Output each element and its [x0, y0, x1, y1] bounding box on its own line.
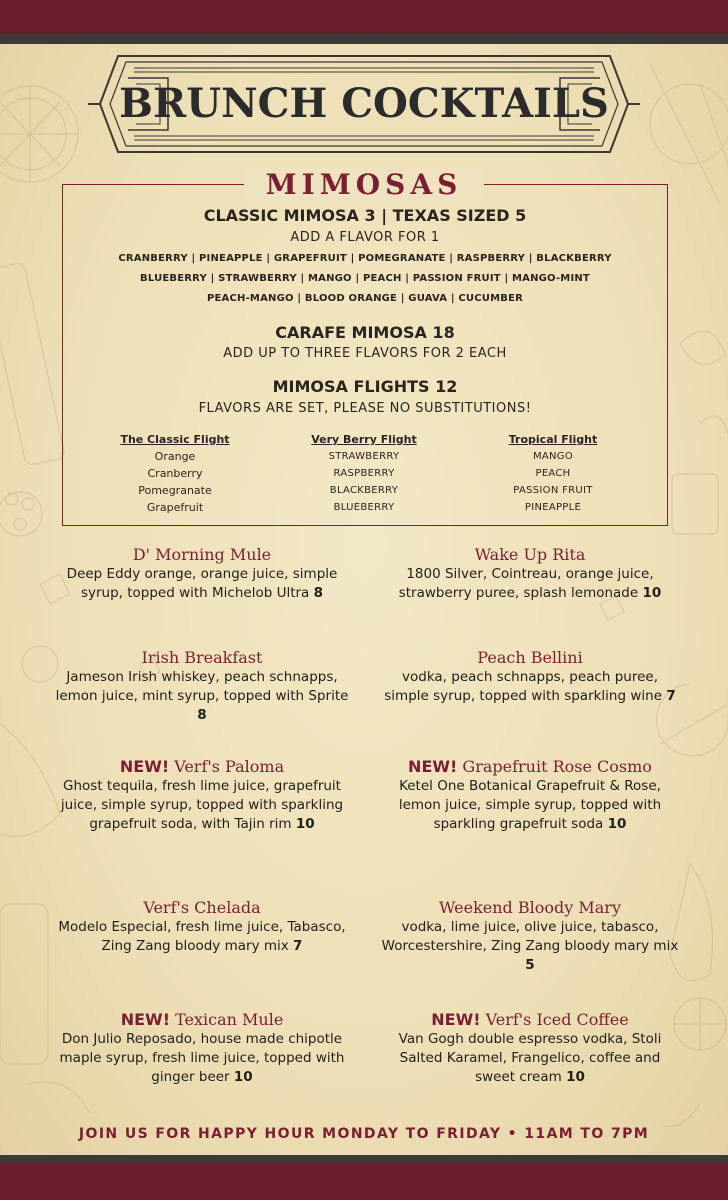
new-badge: NEW!: [408, 757, 458, 776]
new-badge: NEW!: [120, 1010, 170, 1029]
drink-description: Don Julio Reposado, house made chipotle maple syrup, fresh lime juice, topped with ginger beer 10: [59, 1031, 345, 1085]
flight-item: Cranberry: [147, 467, 203, 480]
bottom-bar: [0, 1164, 728, 1200]
top-bar: [0, 0, 728, 34]
drink-description: Ghost tequila, fresh lime juice, grapefruit juice, simple syrup, topped with sparkling grapefruit soda, with Tajin rim 10: [60, 778, 344, 832]
flight-item: Orange: [154, 450, 196, 463]
top-stripe: [0, 34, 728, 44]
drink-price: 10: [295, 816, 315, 832]
drink-irish-breakfast: [52, 648, 352, 725]
classic-mimosa-line: CLASSIC MIMOSA 3 | TEXAS SIZED 5: [203, 206, 527, 225]
drink-verfs-paloma: [52, 757, 352, 834]
flight-item: PASSION FRUIT: [513, 485, 593, 496]
flight-title: The Classic Flight: [120, 433, 230, 446]
title-banner: [88, 54, 640, 154]
flight-item: PINEAPPLE: [524, 502, 582, 513]
drink-price: 10: [233, 1069, 253, 1085]
drink-price: 10: [607, 816, 627, 832]
drink-grapefruit-rose-cosmo: [380, 757, 680, 834]
drink-name: Irish Breakfast: [141, 648, 263, 667]
drink-name: Wake Up Rita: [474, 545, 586, 564]
flavor-list-line-2: BLUEBERRY | STRAWBERRY | MANGO | PEACH | PASSION FRUIT | MANGO-MINT: [140, 273, 590, 284]
flight-item: RASPBERRY: [333, 468, 395, 479]
drink-price: 8: [313, 585, 324, 601]
drink-description: vodka, peach schnapps, peach puree, simple syrup, topped with sparkling wine 7: [384, 669, 676, 704]
drink-wake-up-rita: [380, 545, 680, 603]
drink-description: Ketel One Botanical Grapefruit & Rose, lemon juice, simple syrup, topped with sparkling grapefruit soda 10: [398, 778, 662, 832]
drink-price: 8: [197, 707, 207, 723]
drink-price: 10: [642, 585, 662, 601]
drink-weekend-bloody-mary: [380, 898, 680, 975]
drink-name: NEW! Grapefruit Rose Cosmo: [408, 757, 652, 776]
carafe-note: ADD UP TO THREE FLAVORS FOR 2 EACH: [223, 346, 507, 361]
flight-tropical: [463, 432, 643, 516]
drink-d-morning-mule: [52, 545, 352, 603]
drink-price: 5: [525, 957, 535, 973]
drink-description: vodka, lime juice, olive juice, tabasco, Worcestershire, Zing Zang bloody mary mix 5: [381, 919, 679, 973]
flavor-list-line-3: PEACH-MANGO | BLOOD ORANGE | GUAVA | CUCUMBER: [206, 293, 524, 304]
flight-title: Tropical Flight: [508, 433, 598, 446]
drink-texican-mule: [52, 1010, 352, 1087]
new-badge: NEW!: [119, 757, 170, 776]
mimosa-heading: MIMOSAS: [244, 166, 484, 204]
flights-note: FLAVORS ARE SET, PLEASE NO SUBSTITUTIONS!: [198, 401, 532, 416]
drink-description: Van Gogh double espresso vodka, Stoli Salted Karamel, Frangelico, coffee and sweet cream 10: [398, 1031, 662, 1085]
flight-very-berry: [274, 432, 454, 516]
drink-verfs-iced-coffee: [380, 1010, 680, 1087]
drink-description: 1800 Silver, Cointreau, orange juice, strawberry puree, splash lemonade 10: [398, 566, 662, 601]
bottom-stripe: [0, 1155, 728, 1164]
carafe-mimosa-line: CARAFE MIMOSA 18: [275, 323, 455, 342]
flight-title: Very Berry Flight: [311, 433, 417, 446]
flavor-addon-note: ADD A FLAVOR FOR 1: [290, 230, 440, 245]
flight-classic: [85, 432, 265, 516]
flight-item: STRAWBERRY: [328, 451, 400, 462]
drink-name: D' Morning Mule: [132, 545, 272, 564]
drink-description: Modelo Especial, fresh lime juice, Tabasco, Zing Zang bloody mary mix 7: [58, 919, 346, 954]
drink-price: 7: [666, 688, 676, 704]
flight-item: Pomegranate: [138, 484, 212, 497]
drink-peach-bellini: [380, 648, 680, 706]
flight-item: BLACKBERRY: [329, 485, 399, 496]
new-badge: NEW!: [431, 1010, 481, 1029]
drink-verfs-chelada: [52, 898, 352, 956]
drink-name: NEW! Verf's Paloma: [119, 757, 285, 776]
happy-hour-footer: JOIN US FOR HAPPY HOUR MONDAY TO FRIDAY • 11AM TO 7PM: [78, 1126, 650, 1142]
drink-price: 7: [293, 938, 303, 954]
drink-name: NEW! Verf's Iced Coffee: [431, 1010, 629, 1029]
flight-item: PEACH: [535, 468, 571, 479]
mimosa-flights-line: MIMOSA FLIGHTS 12: [272, 377, 458, 396]
drink-price: 10: [566, 1069, 585, 1085]
drink-description: Deep Eddy orange, orange juice, simple syrup, topped with Michelob Ultra 8: [66, 566, 338, 601]
flight-item: Grapefruit: [146, 501, 204, 514]
flight-item: MANGO: [532, 451, 574, 462]
drink-name: Weekend Bloody Mary: [439, 898, 621, 917]
drink-name: Verf's Chelada: [143, 898, 261, 917]
page-title: BRUNCH COCKTAILS: [119, 80, 609, 127]
flight-item: BLUEBERRY: [333, 502, 395, 513]
drink-name: NEW! Texican Mule: [120, 1010, 284, 1029]
drink-description: Jameson Irish whiskey, peach schnapps, lemon juice, mint syrup, topped with Sprite 8: [55, 669, 349, 723]
flavor-list-line-1: CRANBERRY | PINEAPPLE | GRAPEFRUIT | POMEGRANATE | RASPBERRY | BLACKBERRY: [118, 253, 612, 264]
drink-name: Peach Bellini: [477, 648, 583, 667]
